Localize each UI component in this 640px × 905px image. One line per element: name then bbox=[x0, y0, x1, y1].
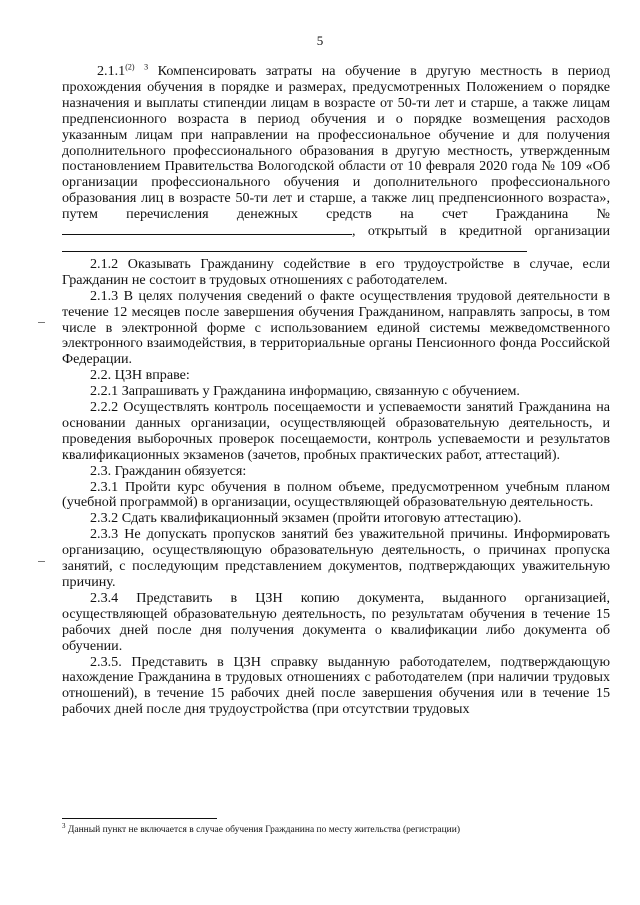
credit-organization-blank bbox=[62, 240, 527, 252]
paragraph-2-1-2: 2.1.2 Оказывать Гражданину содействие в его трудоустройстве в случае, если Гражданин не состоит в трудовых отношениях с работодателем. bbox=[62, 255, 610, 288]
clause-number: 2.1.1 bbox=[97, 63, 126, 79]
paragraph-2-3-2: 2.3.2 Сдать квалификационный экзамен (пройти итоговую аттестацию). bbox=[90, 510, 522, 527]
clause-text-continued: , открытый в кредитной организации bbox=[352, 223, 610, 240]
document-body bbox=[62, 64, 610, 718]
scan-margin-mark bbox=[38, 322, 45, 323]
footnote-text: Данный пункт не включается в случае обучения Гражданина по месту жительства (регистрации) bbox=[67, 825, 460, 835]
footnote-divider bbox=[62, 818, 217, 819]
paragraph-2-3-5: 2.3.5. Представить в ЦЗН справку выданную работодателем, подтверждающую нахождение Гражданина в трудовых отношениях с работодателем (при наличии трудовых отношений), в течение 15 рабочих дней после завершения обучения или в течение 15 рабочих дней после дня трудоустройства (при отсутствии трудовых bbox=[62, 653, 610, 718]
paragraph-2-1-1 bbox=[62, 64, 610, 257]
scan-margin-mark bbox=[38, 561, 45, 562]
paragraph-2-2-1: 2.2.1 Запрашивать у Гражданина информацию, связанную с обучением. bbox=[90, 383, 520, 400]
paragraph-2-2: 2.2. ЦЗН вправе: bbox=[90, 367, 190, 384]
footnote bbox=[62, 821, 610, 836]
clause-text: Компенсировать затраты на обучение в другую местность в период прохождения обучения в порядке и размерах, предусмотренных Положением о порядке назначения и выплаты стипендии лицам в возрасте от 50-ти лет и старше, а также лицам предпенсионного возраста в период обучения и о порядке возмещения расходов указанным лицам при направлении на профессиональное обучение и для получения дополнительного профессионального образования в другую местность, утвержденным постановлением Правительства Вологодской области от 10 февраля 2020 года № 109 «Об организации профессионального обучения и дополнительного профессионального образования лиц в возрасте 50-ти лет и старше, а также лиц предпенсионного возраста», путем перечисления денежных средств на счет Гражданина № bbox=[62, 63, 610, 223]
account-number-blank bbox=[62, 223, 352, 235]
footnote-mark: 3 bbox=[62, 821, 66, 830]
paragraph-2-3-3: 2.3.3 Не допускать пропусков занятий без уважительной причины. Информировать организацию, осуществляющую образовательную деятельность, о причинах пропуска занятий, с последующим представлением документов, подтверждающих уважительную причину. bbox=[62, 526, 610, 590]
page-number: 5 bbox=[316, 33, 324, 48]
footnote-reference: 3 bbox=[144, 62, 149, 72]
paragraph-2-1-3: 2.1.3 В целях получения сведений о факте осуществления трудовой деятельности в течение 12 месяцев после завершения обучения Гражданином, направлять запросы, в том числе в электронной форме с использованием единой системы межведомственного электронного взаимодействия, в территориальные органы Пенсионного фонда Российской Федерации. bbox=[62, 287, 610, 368]
paragraph-2-3-4: 2.3.4 Представить в ЦЗН копию документа, выданного организацией, осуществляющей образовательную деятельность, по результатам обучения в течение 15 рабочих дней после дня получения документа о квалификации либо документа об обучении. bbox=[62, 589, 610, 654]
clause-superscript: (2) bbox=[125, 62, 135, 72]
paragraph-2-3-1: 2.3.1 Пройти курс обучения в полном объеме, предусмотренном учебным планом (учебной программой) в организации, осуществляющей образовательную деятельность. bbox=[62, 478, 610, 511]
paragraph-2-3: 2.3. Гражданин обязуется: bbox=[90, 462, 247, 479]
paragraph-2-2-2: 2.2.2 Осуществлять контроль посещаемости и успеваемости занятий Гражданина на основании данных организации, осуществляющей образовательную деятельность, и проведения выборочных проверок посещаемости, контроль успеваемости и результатов квалификационных экзаменов (зачетов, пробных практических работ, аттестаций). bbox=[62, 399, 610, 463]
